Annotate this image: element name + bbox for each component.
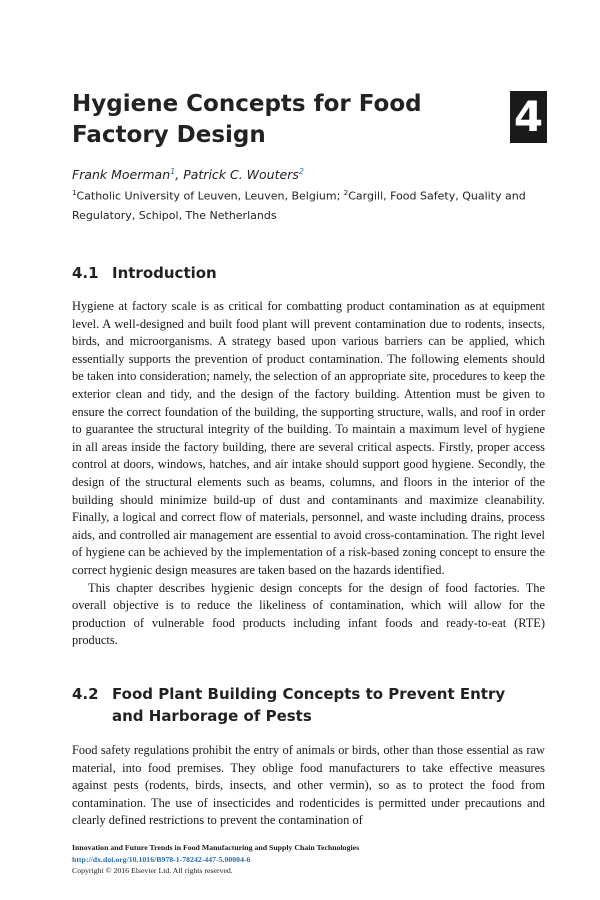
chapter-title — [72, 89, 452, 151]
chapter-title-line-2: Factory Design — [72, 122, 266, 148]
section-title: Food Plant Building Concepts to Prevent Entry and Harborage of Pests — [112, 685, 506, 725]
section-number: 4.2 — [72, 685, 99, 703]
affiliation-1-marker: 1 — [72, 189, 77, 197]
section-heading-introduction — [72, 262, 217, 284]
author-list — [72, 164, 542, 183]
affiliation-1-text: Catholic University of Leuven, Leuven, Belgium; — [76, 189, 344, 203]
section-number: 4.1 — [72, 264, 99, 282]
copyright-notice: Copyright © 2016 Elsevier Ltd. All rights reserved. — [72, 866, 233, 875]
section-2-paragraph-1: Food safety regulations prohibit the entry of animals or birds, other than those essential as raw material, into food premises. They oblige food manufacturers to take effective measures against pests (rodents, birds, insects, and other vermin), so as to protect the food from contamination. The use of insecticides and rodenticides is permitted under precautions and clearly defined restrictions to prevent the contamination of — [72, 743, 545, 828]
affiliation-2-text: Cargill, Food Safety, Quality and Regulatory, Schipol, The Netherlands — [72, 189, 526, 222]
affiliations — [72, 184, 532, 225]
chapter-title-line-1: Hygiene Concepts for Food — [72, 91, 422, 117]
chapter-number-badge: 4 — [510, 91, 547, 143]
author-2-name: Patrick C. Wouters — [183, 167, 299, 183]
author-2-affiliation-link[interactable]: 2 — [298, 167, 304, 176]
section-heading-pest-prevention — [72, 683, 532, 727]
book-title: Innovation and Future Trends in Food Manufacturing and Supply Chain Technologies — [72, 843, 360, 852]
author-1-affiliation-link[interactable]: 1 — [170, 167, 176, 176]
affiliation-2-marker: 2 — [343, 189, 349, 197]
author-separator: , — [175, 167, 184, 183]
section-1-paragraph-1: Hygiene at factory scale is as critical for combatting product contamination as at equipment level. A well-designed and built food plant will prevent contamination due to rodents, insects, birds, and microorganisms. A strategy based upon various barriers can be applied, which essentially supports the prevention of product contamination. The following elements should be taken into consideration; namely, the selection of an appropriate site, procedures to keep the exterior clean and tidy, and the design of the factory building. Attention must be given to ensure the correct foundation of the building, the supporting structure, walls, and roof in order to guarantee the structural integrity of the building. To maintain a maximum level of hygiene in all areas inside the factory building, there are several critical aspects. Firstly, proper access control at doors, windows, hatches, and air intake should support good hygiene. Secondly, the design of the structural elements such as beams, columns, and floors in the interior of the building should minimize build-up of dust and contaminants and maximize cleanability. Finally, a logical and correct flow of materials, personnel, and waste including drains, process aids, and controlled air management are essential to avoid cross-contamination. The right level of hygiene can be achieved by the implementation of a risk-based zoning concept to ensure the correct hygienic design measures are taken based on the hazards identified. — [72, 299, 545, 577]
doi-link[interactable]: http://dx.doi.org/10.1016/B978-1-78242-447-5.00004-6 — [72, 854, 251, 864]
author-1-name: Frank Moerman — [72, 167, 171, 183]
section-2-body — [72, 742, 545, 830]
section-1-body — [72, 298, 545, 650]
page-footer — [72, 842, 542, 877]
section-1-paragraph-2: This chapter describes hygienic design concepts for the design of food factories. The overall objective is to reduce the likeliness of contamination, which will allow for the production of vulnerable food products including infant foods and ready-to-eat (RTE) products. — [72, 580, 545, 648]
section-title: Introduction — [112, 264, 217, 282]
